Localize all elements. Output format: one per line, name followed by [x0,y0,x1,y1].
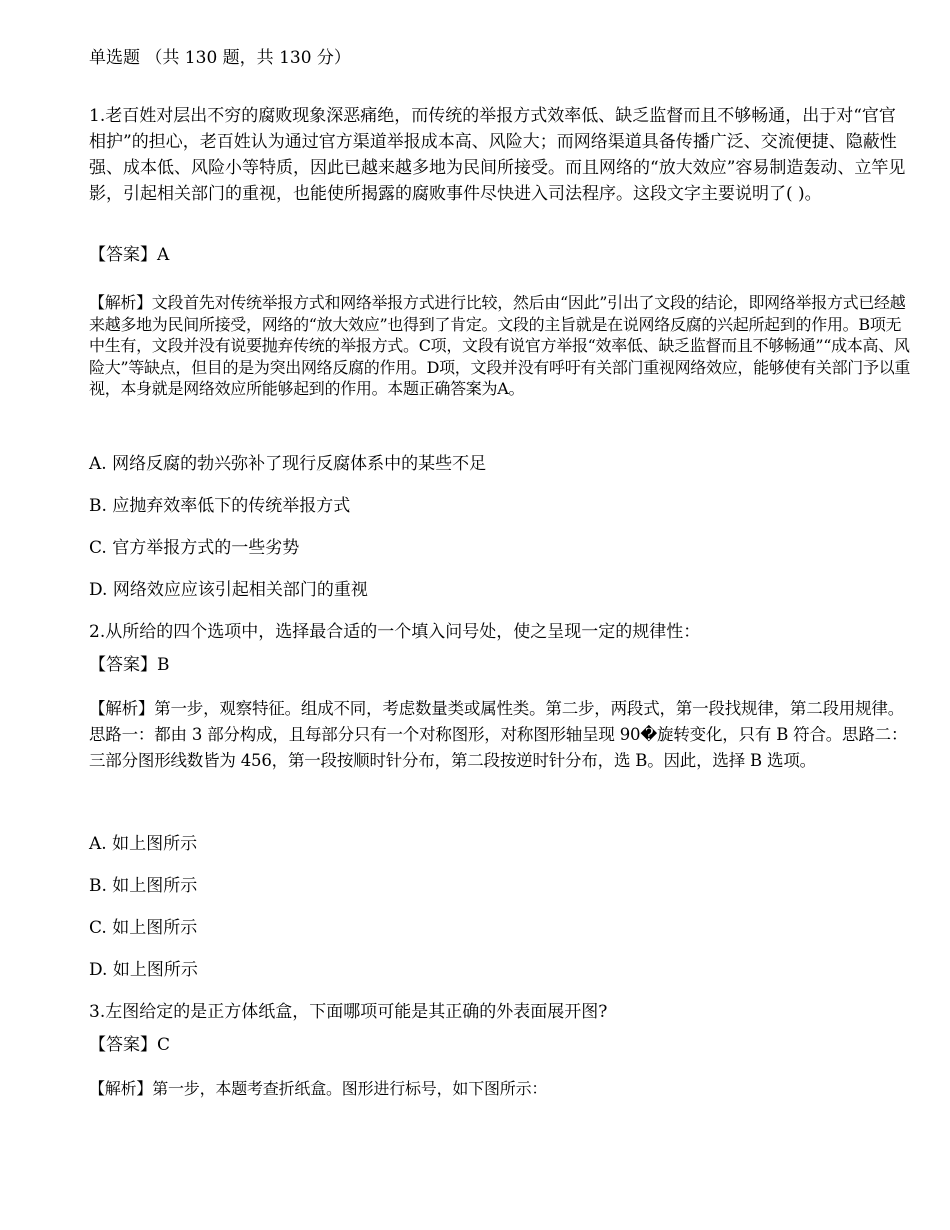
question-2-option-d: D. 如上图所示 [89,960,198,980]
question-2-option-c: C. 如上图所示 [89,918,198,938]
question-1-answer: 【答案】A [89,245,170,265]
question-2-answer: 【答案】B [89,655,170,675]
question-1-analysis: 【解析】文段首先对传统举报方式和网络举报方式进行比较，然后由“因此”引出了文段的结论，即网络举报方式已经越来越多地为民间所接受，网络的“放大效应”也得到了肯定。文段的主旨就是在说网络反腐的兴起所起到的作用。B项无中生有，文段并没有说要抛弃传统的举报方式。C项，文段有说官方举报“效率低、缺乏监督而且不够畅通”“成本高、风险大”等缺点，但目的是为突出网络反腐的作用。D项，文段并没有呼吁有关部门重视网络效应，能够使有关部门予以重视，本身就是网络效应所能够起到的作用。本题正确答案为A。 [89,293,911,398]
question-2-option-a: A. 如上图所示 [89,834,198,854]
question-2-analysis: 【解析】第一步，观察特征。组成不同，考虑数量类或属性类。第二步，两段式，第一段找规律，第二段用规律。思路一：都由 3 部分构成，且每部分只有一个对称图形，对称图形轴呈现 90�旋转变化，只有 B 符合。思路二：三部分图形线数皆为 456，第一段按顺时针分布，第二段按逆时针分布，选 B。因此，选择 B 选项。 [89,699,908,770]
question-1-stem: 1.老百姓对层出不穷的腐败现象深恶痛绝，而传统的举报方式效率低、缺乏监督而且不够畅通，出于对“官官相护”的担心，老百姓认为通过官方渠道举报成本高、风险大；而网络渠道具备传播广泛、交流便捷、隐蔽性强、成本低、风险小等特质，因此已越来越多地为民间所接受。而且网络的“放大效应”容易制造轰动、立竿见影，引起相关部门的重视，也能使所揭露的腐败事件尽快进入司法程序。这段文字主要说明了( )。 [89,106,906,204]
question-3-analysis: 【解析】第一步，本题考查折纸盒。图形进行标号，如下图所示： [89,1079,548,1098]
question-1-option-a: A. 网络反腐的勃兴弥补了现行反腐体系中的某些不足 [89,454,487,474]
question-1-option-c: C. 官方举报方式的一些劣势 [89,538,300,558]
question-1-option-d: D. 网络效应应该引起相关部门的重视 [89,580,368,600]
question-2-stem: 2.从所给的四个选项中，选择最合适的一个填入问号处，使之呈现一定的规律性： [89,622,701,642]
section-title: 单选题 （共 130 题，共 130 分） [89,48,351,68]
question-1-option-b: B. 应抛弃效率低下的传统举报方式 [89,496,351,516]
question-3-answer: 【答案】C [89,1035,171,1055]
question-3-stem: 3.左图给定的是正方体纸盒，下面哪项可能是其正确的外表面展开图? [89,1002,608,1022]
question-2-option-b: B. 如上图所示 [89,876,198,896]
